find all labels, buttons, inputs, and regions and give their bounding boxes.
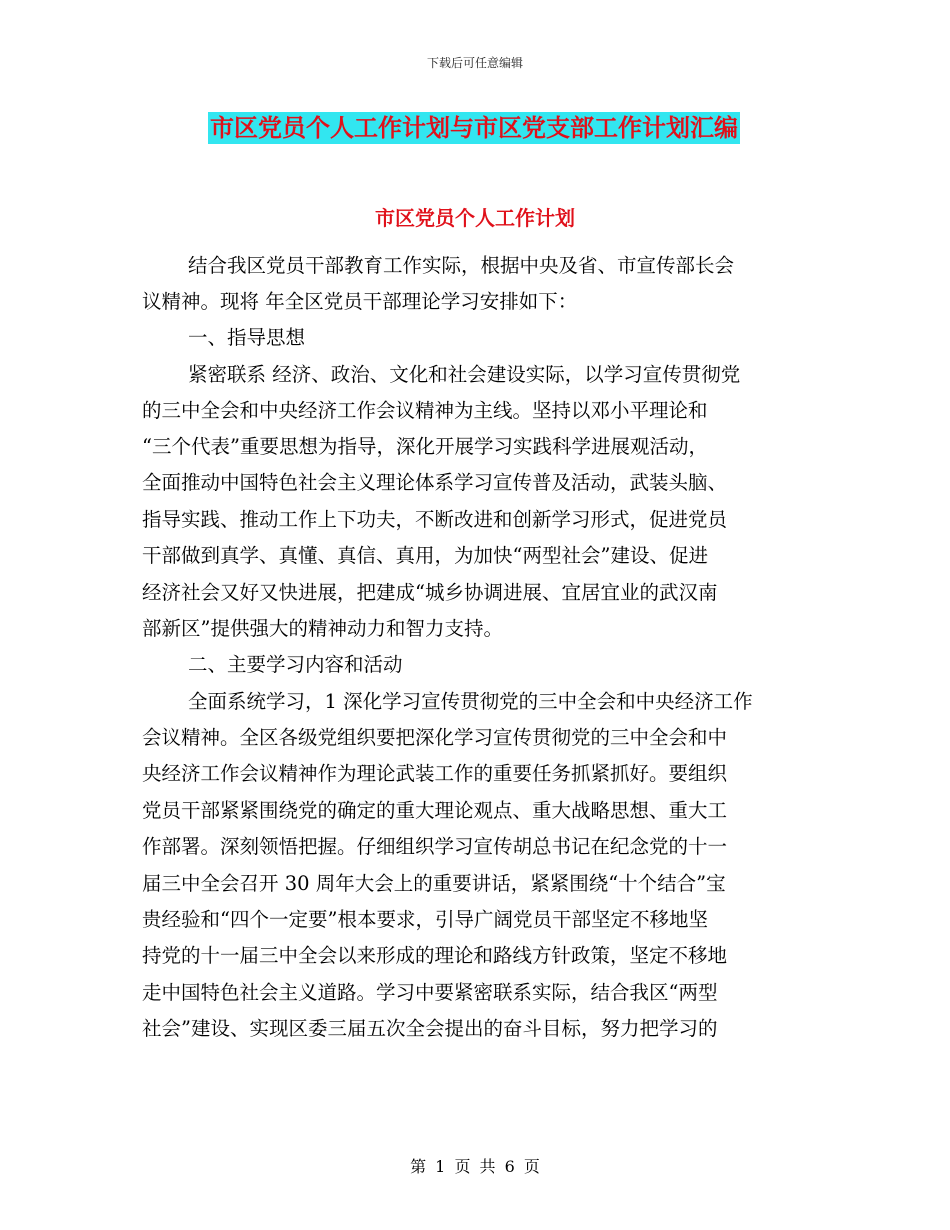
paragraph-line: 经济社会又好又快进展，把建成“城乡协调进展、宜居宜业的武汉南: [142, 581, 718, 604]
page-footer: 第 1 页 共 6 页: [410, 1157, 540, 1176]
paragraph-line: 央经济工作会议精神作为理论武装工作的重要任务抓紧抓好。要组织: [142, 762, 728, 785]
paragraph-line: 届三中全会召开 30 周年大会上的重要讲话，紧紧围绕“十个结合”宝: [142, 872, 726, 895]
heading-line: 一、指导思想: [188, 326, 306, 349]
paragraph-line: “三个代表”重要思想为指导，深化开展学习实践科学进展观活动，: [142, 435, 708, 458]
paragraph-line: 指导实践、推动工作上下功夫，不断改进和创新学习形式，促进党员: [142, 508, 728, 531]
paragraph-line: 走中国特色社会主义道路。学习中要紧密联系实际，结合我区“两型: [142, 981, 718, 1004]
heading-line: 二、主要学习内容和活动: [188, 653, 403, 676]
paragraph-line: 的三中全会和中央经济工作会议精神为主线。坚持以邓小平理论和: [142, 399, 708, 422]
paragraph-line: 党员干部紧紧围绕党的确定的重大理论观点、重大战略思想、重大工: [142, 799, 728, 822]
document-title: 市区党员个人工作计划与市区党支部工作计划汇编: [210, 114, 738, 142]
paragraph-line: 全面推动中国特色社会主义理论体系学习宣传普及活动，武装头脑、: [142, 471, 728, 494]
paragraph-line: 贵经验和“四个一定要”根本要求，引导广阔党员干部坚定不移地坚: [142, 908, 708, 931]
paragraph-line: 干部做到真学、真懂、真信、真用，为加快“两型社会”建设、促进: [142, 544, 708, 567]
paragraph-line: 社会”建设、实现区委三届五次全会提出的奋斗目标，努力把学习的: [142, 1017, 718, 1040]
paragraph-line: 作部署。深刻领悟把握。仔细组织学习宣传胡总书记在纪念党的十一: [142, 835, 728, 858]
section-title: 市区党员个人工作计划: [375, 206, 575, 230]
paragraph-line: 部新区”提供强大的精神动力和智力支持。: [142, 617, 503, 640]
paragraph-line: 结合我区党员干部教育工作实际，根据中央及省、市宣传部长会: [188, 254, 735, 277]
paragraph-line: 持党的十一届三中全会以来形成的理论和路线方针政策，坚定不移地: [142, 944, 728, 967]
paragraph-line: 全面系统学习，1 深化学习宣传贯彻党的三中全会和中央经济工作: [188, 690, 753, 713]
paragraph-line: 紧密联系 经济、政治、文化和社会建设实际，以学习宣传贯彻党: [188, 363, 741, 386]
header-note: 下载后可任意编辑: [426, 56, 523, 70]
paragraph-line: 议精神。现将 年全区党员干部理论学习安排如下：: [142, 290, 578, 313]
paragraph-line: 会议精神。全区各级党组织要把深化学习宣传贯彻党的三中全会和中: [142, 726, 728, 749]
